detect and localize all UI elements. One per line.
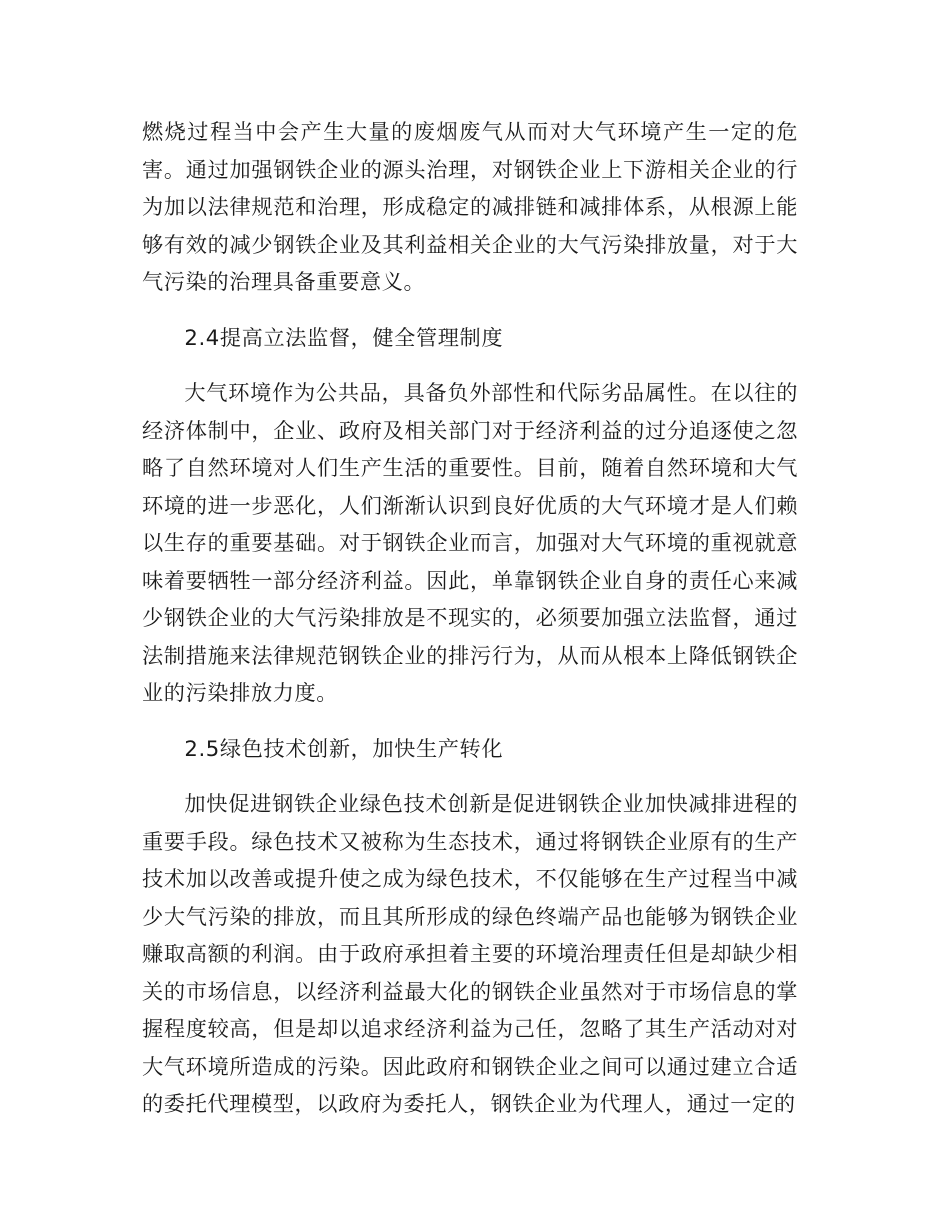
paragraph-2-5: 加快促进钢铁企业绿色技术创新是促进钢铁企业加快减排进程的重要手段。绿色技术又被称为生态技术，通过将钢铁企业原有的生产技术加以改善或提升使之成为绿色技术，不仅能够在生产过程当中减少大气污染的排放，而且其所形成的绿色终端产品也能够为钢铁企业赚取高额的利润。由于政府承担着主要的环境治理责任但是却缺少相关的市场信息，以经济利益最大化的钢铁企业虽然对于市场信息的掌握程度较高，但是却以追求经济利益为己任，忽略了其生产活动对对大气环境所造成的污染。因此政府和钢铁企业之间可以通过建立合适的委托代理模型，以政府为委托人，钢铁企业为代理人，通过一定的 [142,791,798,1116]
document-body [142,113,798,1141]
section-heading-2-5: 2.5绿色技术创新，加快生产转化 [184,735,504,761]
section-heading-2-4: 2.4提高立法监督，健全管理制度 [184,324,504,350]
paragraph-2-4: 大气环境作为公共品，具备负外部性和代际劣品属性。在以往的经济体制中，企业、政府及相关部门对于经济利益的过分追逐使之忽略了自然环境对人们生产生活的重要性。目前，随着自然环境和大气环境的进一步恶化，人们渐渐认识到良好优质的大气环境才是人们赖以生存的重要基础。对于钢铁企业而言，加强对大气环境的重视就意味着要牺牲一部分经济利益。因此，单靠钢铁企业自身的责任心来减少钢铁企业的大气污染排放是不现实的，必须要加强立法监督，通过法制措施来法律规范钢铁企业的排污行为，从而从根本上降低钢铁企业的污染排放力度。 [142,380,798,705]
paragraph-continued: 燃烧过程当中会产生大量的废烟废气从而对大气环境产生一定的危害。通过加强钢铁企业的源头治理，对钢铁企业上下游相关企业的行为加以法律规范和治理，形成稳定的减排链和减排体系，从根源上能够有效的减少钢铁企业及其利益相关企业的大气污染排放量，对于大气污染的治理具备重要意义。 [142,119,798,294]
